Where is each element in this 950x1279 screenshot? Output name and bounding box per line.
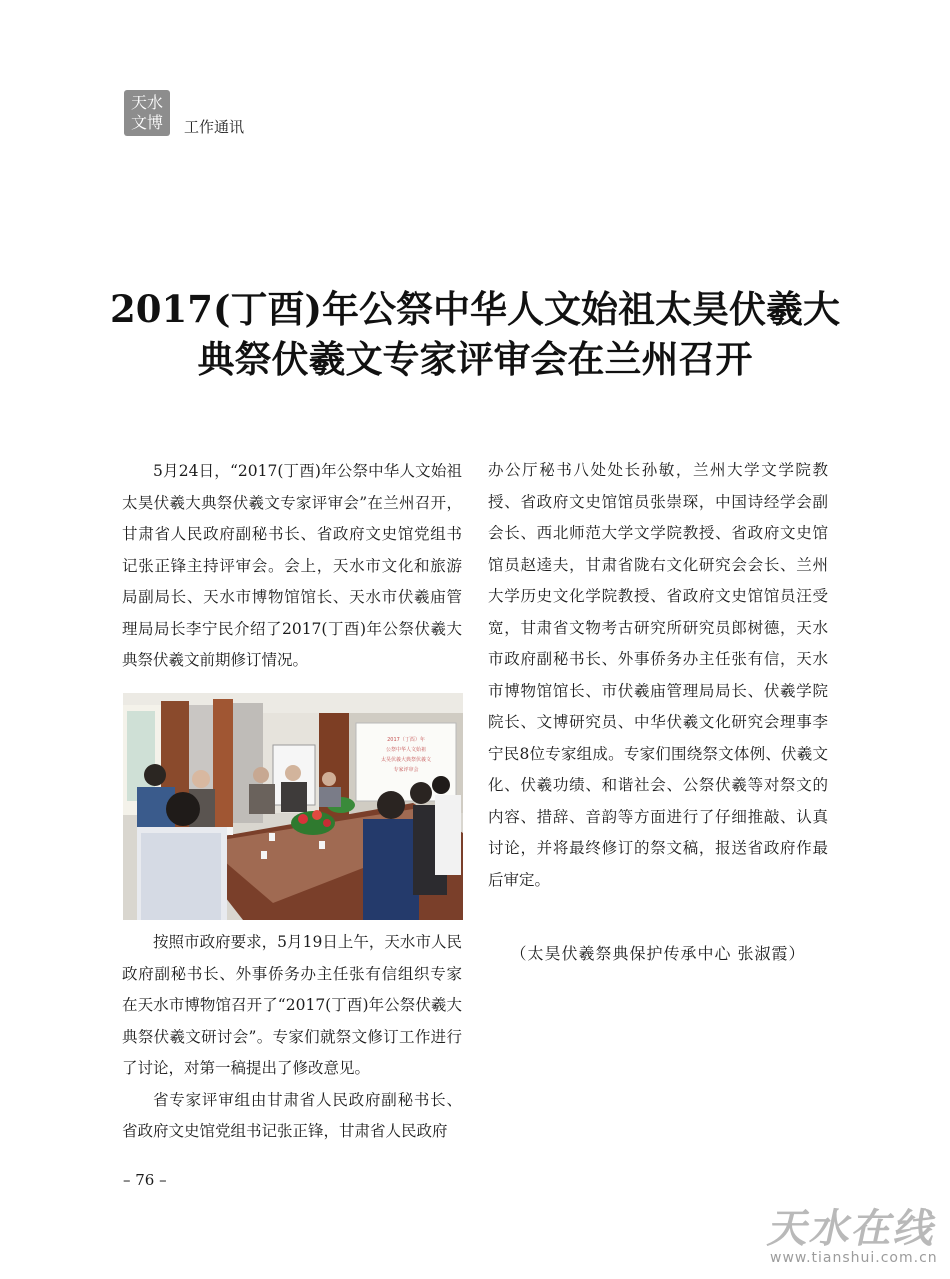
- meeting-photo: [123, 693, 463, 920]
- author-byline: （太昊伏羲祭典保护传承中心 张淑霞）: [510, 944, 806, 963]
- paragraph-1: 5月24日，“2017(丁酉)年公祭中华人文始祖太昊伏羲大典祭伏羲文专家评审会”在兰州召开，甘肃省人民政府副秘书长、省政府文史馆党组书记张正锋主持评审会。会上，天水市文化和旅游局副局长、天水市博物馆馆长、天水市伏羲庙管理局局长李宁民介绍了2017(丁酉)年公祭伏羲大典祭伏羲文前期修订情况。: [122, 462, 462, 669]
- site-watermark: [764, 1197, 946, 1277]
- screen-text-2: 公祭中华人文始祖: [385, 747, 427, 753]
- screen-text-3: 太昊伏羲大典祭伏羲文: [380, 757, 432, 763]
- left-column-top: [122, 456, 462, 677]
- section-label: 工作通讯: [184, 118, 245, 136]
- paragraph-3: 省专家评审组由甘肃省人民政府副秘书长、省政府文史馆党组书记张正锋，甘肃省人民政府: [122, 1090, 462, 1140]
- title-line-1: 2017(丁酉)年公祭中华人文始祖太昊伏羲大: [110, 287, 840, 331]
- screen-text-1: 2017（丁酉）年: [387, 737, 425, 743]
- watermark-brand: 天水在线: [764, 1206, 943, 1252]
- title-line-2: 典祭伏羲文专家评审会在兰州召开: [197, 337, 753, 381]
- journal-logo: [124, 90, 170, 136]
- right-column: [488, 455, 828, 896]
- page-number: – 76 –: [123, 1171, 167, 1189]
- screen-text-4: 专家评审会: [393, 767, 419, 773]
- logo-line-1: 天水: [130, 93, 163, 112]
- logo-line-2: 文博: [130, 113, 163, 132]
- article-title: [90, 284, 860, 384]
- paragraph-2: 按照市政府要求，5月19日上午，天水市人民政府副秘书长、外事侨务办主任张有信组织专家在天水市博物馆召开了“2017(丁酉)年公祭伏羲大典祭伏羲文研讨会”。专家们就祭文修订工作进行了讨论，对第一稿提出了修改意见。: [122, 933, 462, 1077]
- paragraph-3-continued: 办公厅秘书八处处长孙敏，兰州大学文学院教授、省政府文史馆馆员张崇琛，中国诗经学会副会长、西北师范大学文学院教授、省政府文史馆馆员赵逵夫，甘肃省陇右文化研究会会长、兰州大学历史文化学院教授、省政府文史馆馆员汪受宽，甘肃省文物考古研究所研究员郎树德，天水市政府副秘书长、外事侨务办主任张有信，天水市博物馆馆长、市伏羲庙管理局局长、伏羲学院院长、文博研究员、中华伏羲文化研究会理事李宁民8位专家组成。专家们围绕祭文体例、伏羲文化、伏羲功绩、和谐社会、公祭伏羲等对祭文的内容、措辞、音韵等方面进行了仔细推敲、认真讨论，并将最终修订的祭文稿，报送省政府作最后审定。: [488, 461, 828, 889]
- watermark-url: www.tianshui.com.cn: [770, 1250, 938, 1266]
- left-column-bottom: [122, 927, 462, 1148]
